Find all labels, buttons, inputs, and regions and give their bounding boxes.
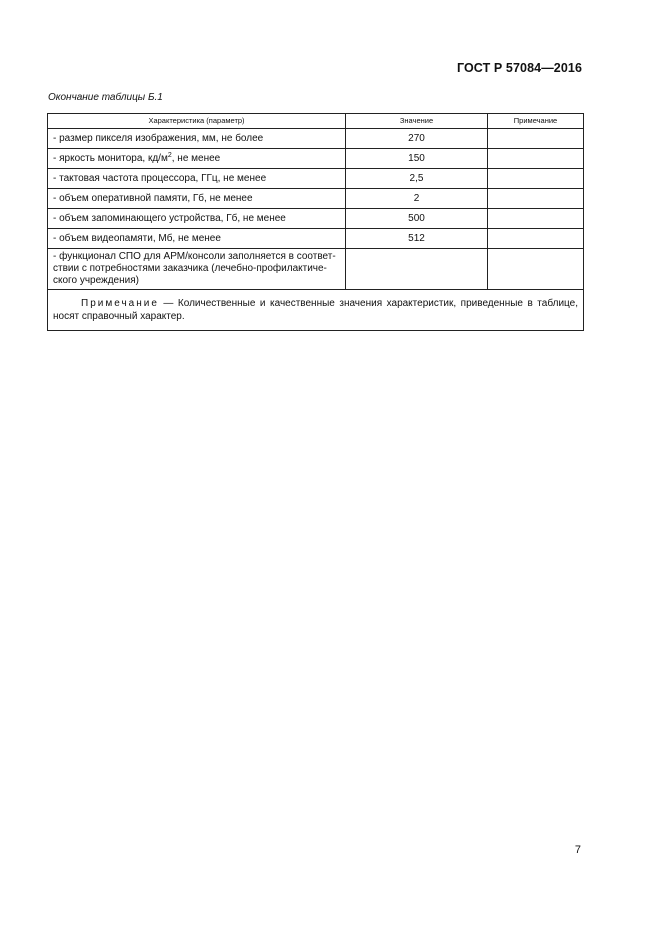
superscript-exponent: 2 bbox=[167, 151, 172, 159]
row-value: 270 bbox=[346, 129, 488, 149]
specification-table bbox=[47, 113, 584, 331]
row-parameter: - тактовая частота процессора, ГГц, не менее bbox=[48, 169, 346, 189]
parameter-line: ского учреждения) bbox=[53, 275, 139, 286]
parameter-text-suffix: , не менее bbox=[171, 152, 221, 164]
row-note bbox=[488, 229, 584, 249]
row-parameter bbox=[48, 149, 346, 169]
parameter-line: - функционал СПО для АРМ/консоли заполняется в соответ- bbox=[53, 251, 336, 262]
table-footnote-row bbox=[48, 290, 584, 331]
table-caption: Окончание таблицы Б.1 bbox=[48, 92, 163, 103]
table-row bbox=[48, 189, 584, 209]
table-row bbox=[48, 209, 584, 229]
table-row bbox=[48, 229, 584, 249]
row-value: 150 bbox=[346, 149, 488, 169]
row-note bbox=[488, 209, 584, 229]
table-row bbox=[48, 249, 584, 290]
row-note bbox=[488, 169, 584, 189]
parameter-line: ствии с потребностями заказчика (лечебно-профилактиче- bbox=[53, 263, 327, 274]
row-parameter: - объем видеопамяти, Мб, не менее bbox=[48, 229, 346, 249]
row-value: 500 bbox=[346, 209, 488, 229]
column-header-parameter: Характеристика (параметр) bbox=[48, 114, 346, 129]
footnote-text: — Количественные и качественные значения характеристик, приведенные в таблице, носят справочный характер. bbox=[53, 297, 578, 322]
row-note bbox=[488, 249, 584, 290]
column-header-note: Примечание bbox=[488, 114, 584, 129]
table-row bbox=[48, 129, 584, 149]
row-note bbox=[488, 189, 584, 209]
page-number: 7 bbox=[574, 844, 581, 856]
row-parameter bbox=[48, 249, 346, 290]
table-row bbox=[48, 169, 584, 189]
row-value: 2,5 bbox=[346, 169, 488, 189]
row-note bbox=[488, 129, 584, 149]
table-header-row bbox=[48, 114, 584, 129]
row-note bbox=[488, 149, 584, 169]
document-code: ГОСТ Р 57084—2016 bbox=[456, 61, 582, 75]
row-value bbox=[346, 249, 488, 290]
row-parameter: - объем запоминающего устройства, Гб, не менее bbox=[48, 209, 346, 229]
row-parameter: - размер пикселя изображения, мм, не более bbox=[48, 129, 346, 149]
row-parameter: - объем оперативной памяти, Гб, не менее bbox=[48, 189, 346, 209]
footnote-lead: Примечание bbox=[81, 297, 159, 309]
column-header-value: Значение bbox=[346, 114, 488, 129]
table-row bbox=[48, 149, 584, 169]
table-footnote bbox=[48, 290, 584, 331]
row-value: 2 bbox=[346, 189, 488, 209]
parameter-text: - яркость монитора, кд/м bbox=[53, 152, 168, 164]
row-value: 512 bbox=[346, 229, 488, 249]
